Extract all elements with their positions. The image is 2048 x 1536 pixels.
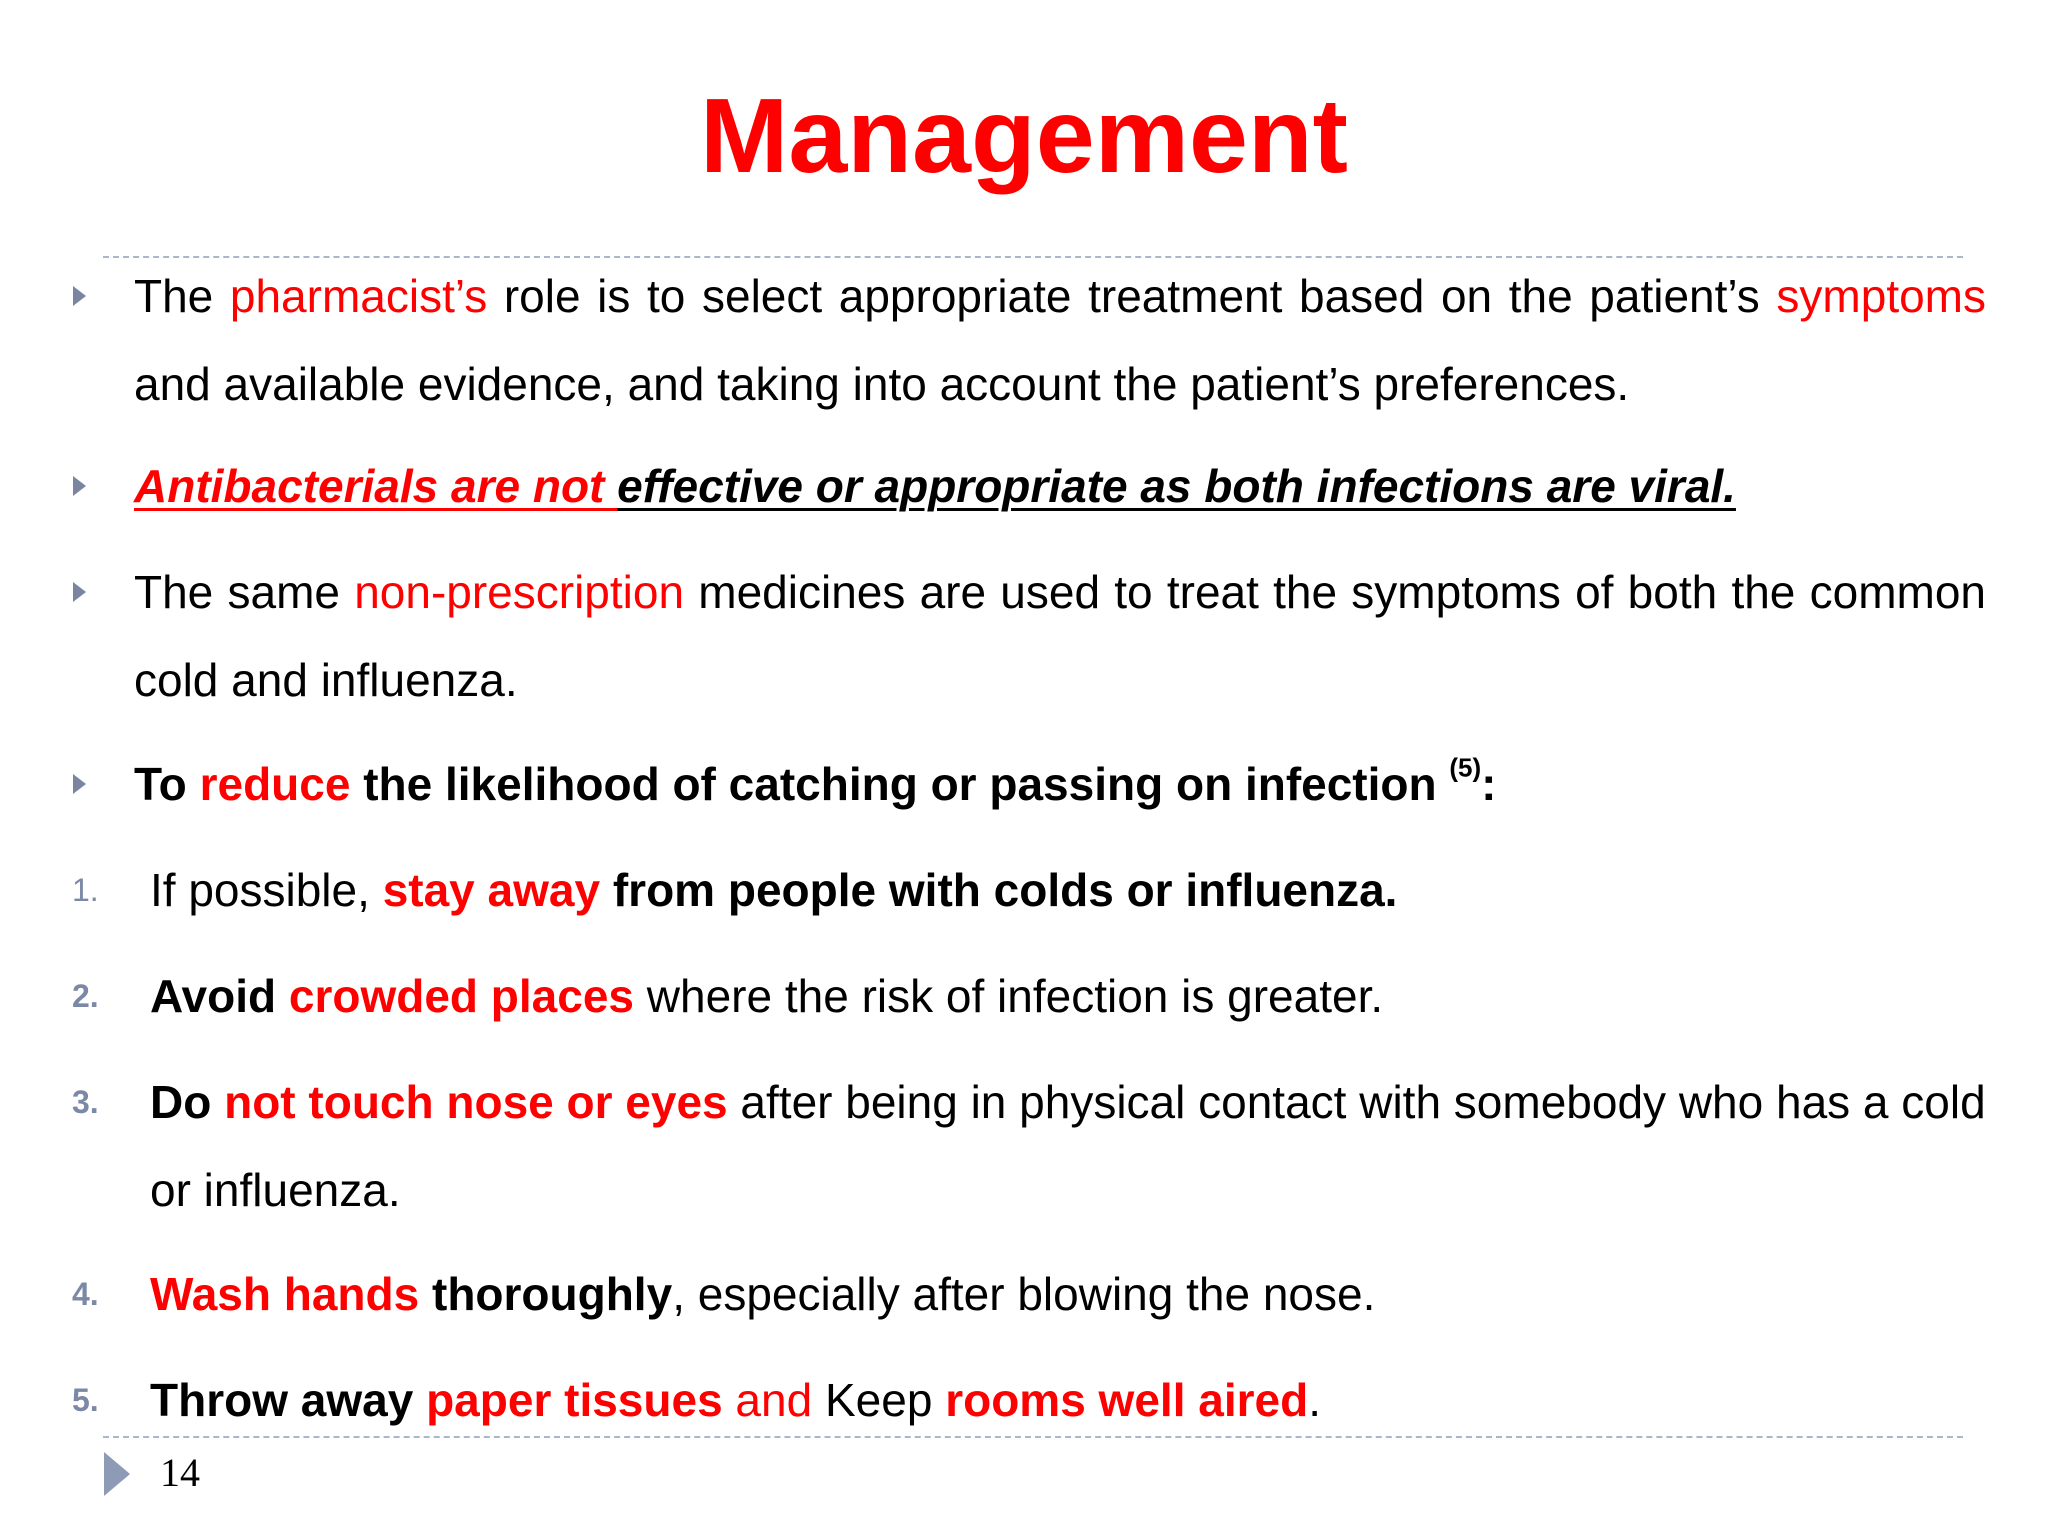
list-number: 4. <box>72 1276 99 1312</box>
list-number: 2. <box>72 978 99 1014</box>
text-segment: Throw away <box>150 1374 427 1426</box>
text-segment: medicines are used to treat the symptoms of both the common cold and influenza. <box>134 566 1986 706</box>
triangle-bullet-icon <box>73 286 86 306</box>
highlight-stay-away: stay away <box>382 864 601 916</box>
footer-arrow-icon <box>104 1452 130 1496</box>
highlight-rooms-aired: rooms well aired <box>945 1374 1309 1426</box>
highlight-wash-hands: Wash hands <box>150 1268 420 1320</box>
text-segment: The <box>134 270 230 322</box>
list-number: 3. <box>72 1084 99 1120</box>
highlight-symptoms: symptoms <box>1776 270 1987 322</box>
list-item-throw-away <box>150 1356 1986 1444</box>
text-segment: Keep <box>824 1374 946 1426</box>
highlight-reduce: reduce <box>199 758 351 810</box>
text-segment: To <box>134 758 200 810</box>
highlight-non-prescription: non-prescription <box>354 566 685 618</box>
highlight-antibacterials: Antibacterials are not <box>134 460 618 512</box>
text-segment: If possible, <box>150 864 383 916</box>
bottom-divider <box>103 1436 1963 1438</box>
text-segment: thoroughly <box>419 1268 673 1320</box>
bullet-non-prescription <box>134 548 1986 724</box>
list-number: 1. <box>72 872 99 908</box>
page-number: 14 <box>160 1450 200 1495</box>
bullet-reduce-infection <box>134 740 1986 828</box>
bullet-pharmacist-role <box>134 252 1986 428</box>
text-segment: role is to select appropriate treatment based on the patient’s <box>487 270 1777 322</box>
text-segment: the likelihood of catching or passing on infection <box>350 758 1450 810</box>
highlight-crowded-places: crowded places <box>288 970 634 1022</box>
text-segment: and available evidence, and taking into account the patient’s preferences. <box>134 358 1630 410</box>
text-segment: and <box>722 1374 825 1426</box>
bullet-antibacterials <box>134 442 1986 530</box>
text-segment: The same <box>134 566 355 618</box>
text-segment: where the risk of infection is greater. <box>634 970 1384 1022</box>
triangle-bullet-icon <box>73 476 86 496</box>
text-segment: : <box>1481 758 1497 810</box>
text-segment: from people with colds or influenza. <box>600 864 1398 916</box>
text-segment: , especially after blowing the nose. <box>672 1268 1376 1320</box>
text-segment: effective or appropriate as both infections are viral. <box>617 460 1736 512</box>
highlight-paper-tissues: paper tissues <box>426 1374 723 1426</box>
highlight-pharmacist: pharmacist’s <box>229 270 488 322</box>
triangle-bullet-icon <box>73 582 86 602</box>
text-segment: after being in physical contact with somebody who has a cold or influenza. <box>150 1076 1986 1216</box>
reference-superscript: (5) <box>1449 752 1482 783</box>
triangle-bullet-icon <box>73 774 86 794</box>
list-item-stay-away <box>150 846 1986 934</box>
list-item-crowded-places <box>150 952 1986 1040</box>
list-number: 5. <box>72 1382 99 1418</box>
text-segment: . <box>1308 1374 1321 1426</box>
slide-title: Management <box>700 77 1348 195</box>
highlight-not-touch: not touch nose or eyes <box>224 1076 728 1128</box>
list-item-not-touch <box>150 1058 1986 1234</box>
text-segment: Do <box>150 1076 225 1128</box>
list-item-wash-hands <box>150 1250 1986 1338</box>
text-segment: Avoid <box>150 970 289 1022</box>
